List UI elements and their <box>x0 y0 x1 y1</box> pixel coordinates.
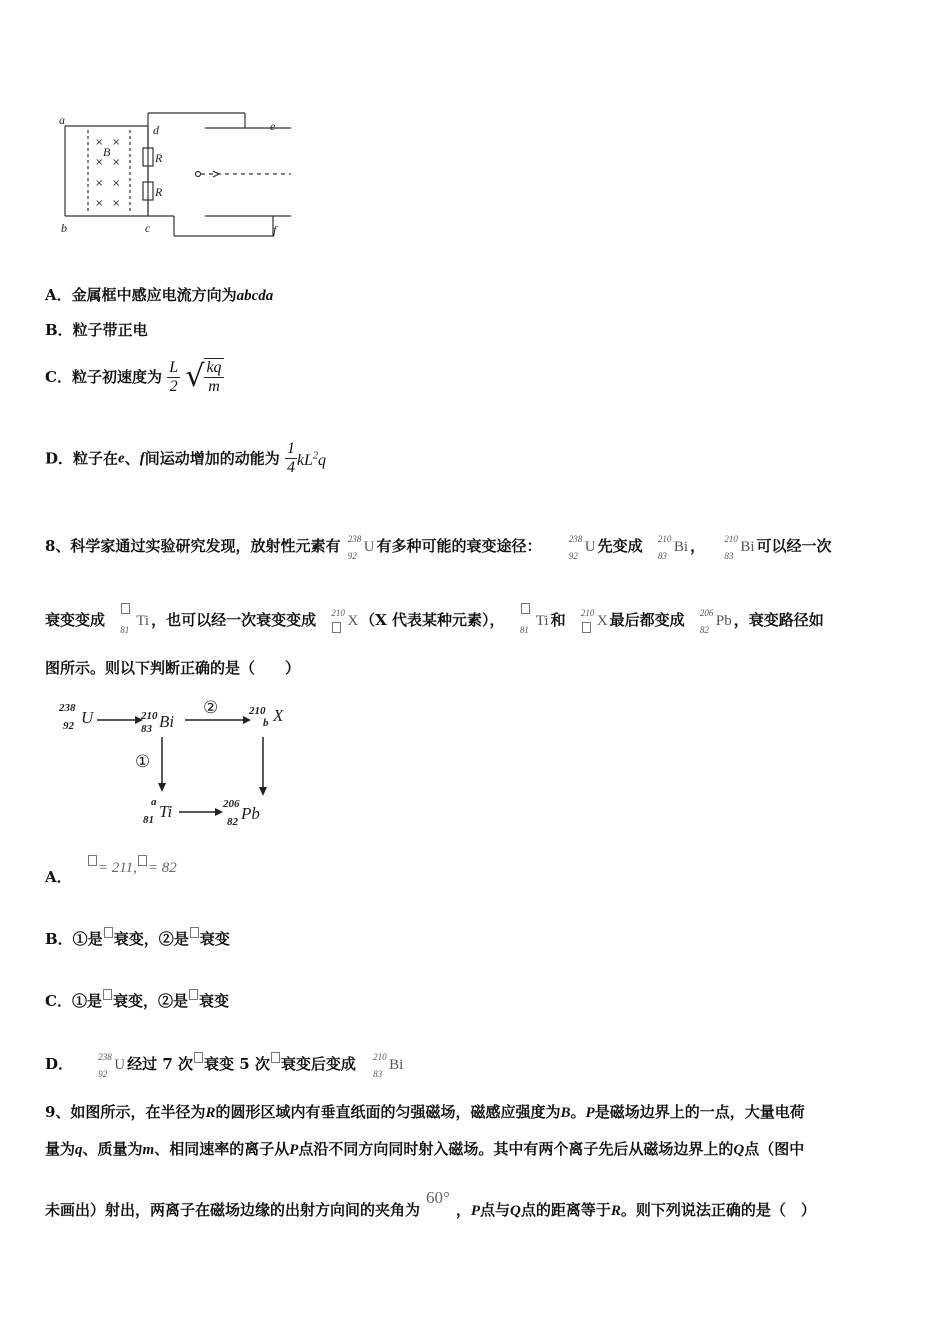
field-cross: × <box>95 157 104 168</box>
u-mass: 238 <box>59 702 76 714</box>
nuclide: 81 Ti <box>120 611 149 631</box>
q7-option-b: B．粒子带正电 <box>45 321 148 339</box>
decay-path-svg <box>55 695 295 830</box>
label-d: d <box>153 123 159 137</box>
field-cross: × <box>112 137 121 148</box>
x-mass: 210 <box>249 705 266 717</box>
q7-option-d: D．粒子在e、f间运动增加的动能为 $\frac{1}{4}$ $kL^2q$ <box>45 440 326 476</box>
fraction: $\frac{L}{2}$ <box>169 358 179 395</box>
label-a: a <box>59 113 65 127</box>
q8-option-d: D． 238 92 U 经过 7 次 衰变 5 次 衰变后变成 210 83 Bi <box>45 1052 404 1079</box>
q8-line-3: 图所示。则以下判断正确的是（ ） <box>45 659 301 677</box>
q8-line-1: 8、科学家通过实验研究发现，放射性元素有 238 92 U 有多种可能的衰变途径： 238 92 U 先变成 210 83 Bi ， 210 83 Bi 可以经一次 <box>45 534 832 561</box>
nuclide: 238 92 U <box>347 534 375 561</box>
angle-60: 60° <box>426 1188 450 1207</box>
label-R2: R <box>155 185 163 199</box>
nuclide: 210 83 Bi <box>724 534 755 561</box>
label-f: f <box>273 223 277 237</box>
nuclide: 210 83 Bi <box>373 1052 404 1079</box>
sqrt-content: $\frac{kq}{m}$ <box>206 359 222 395</box>
x-charge: b <box>263 717 269 729</box>
label-b: b <box>61 221 67 235</box>
bi-mass: 210 <box>141 710 158 722</box>
label-B: B <box>103 145 111 159</box>
pb-mass: 206 <box>223 798 240 810</box>
fraction: $\frac{1}{4}$ <box>286 440 295 476</box>
pb-symbol: Pb <box>241 804 260 823</box>
nuclide: 210 X <box>581 611 608 631</box>
u-symbol: U <box>81 708 94 727</box>
q7-option-a: A．金属框中感应电流方向为abcda <box>45 286 274 304</box>
step-1-label: ① <box>135 752 151 772</box>
nuclide: 210 X <box>331 611 358 631</box>
field-cross: × <box>112 178 121 189</box>
label-e: e <box>270 119 276 133</box>
sqrt: √ <box>185 359 205 394</box>
nuclide: 81 Ti <box>520 611 549 631</box>
bi-symbol: Bi <box>159 712 175 731</box>
q7-option-c: C．粒子初速度为 $\frac{L}{2}$ √ $\frac{kq}{m}$ <box>45 358 222 395</box>
ti-charge: 81 <box>143 814 154 826</box>
x-symbol: X <box>273 706 284 725</box>
q9-line-1: 9、如图所示，在半径为R的圆形区域内有垂直纸面的匀强磁场，磁感应强度为B。P是磁场边界上的一点，大量电荷 <box>45 1103 805 1121</box>
nuclide: 238 92 U <box>98 1052 126 1079</box>
decay-diagram <box>55 695 295 830</box>
q9-line-2: 量为q、质量为m、相同速率的离子从P点沿不同方向同时射入磁场。其中有两个离子先后从磁场边界上的Q点（图中 <box>45 1140 805 1158</box>
field-cross: × <box>95 137 104 148</box>
q8-option-c: C．①是 衰变，②是 衰变 <box>45 989 229 1011</box>
q8-option-b: B．①是 衰变，②是 衰变 <box>45 927 230 949</box>
bi-charge: 83 <box>141 723 152 735</box>
circuit-figure <box>55 110 305 245</box>
circuit-diagram <box>55 110 305 245</box>
nuclide: 238 92 U <box>568 534 596 561</box>
field-cross: × <box>95 198 104 209</box>
ti-mass: a <box>151 796 157 808</box>
step-2-label: ② <box>203 698 219 718</box>
q9-line-3: 未画出）射出，两离子在磁场边缘的出射方向间的夹角为60°，P点与Q点的距离等于R。则下列说法正确的是（ ） <box>45 1188 816 1219</box>
field-cross: × <box>112 157 121 168</box>
nuclide: 210 83 Bi <box>657 534 689 561</box>
label-R1: R <box>155 151 163 165</box>
label-c: c <box>145 221 151 235</box>
u-charge: 92 <box>63 720 74 732</box>
pb-charge: 82 <box>227 816 238 828</box>
nuclide: 206 82 Pb <box>699 608 732 635</box>
field-cross: × <box>95 178 104 189</box>
q8-option-a: A． = 211, = 82 <box>45 865 177 888</box>
field-cross: × <box>112 198 121 209</box>
ti-symbol: Ti <box>159 802 173 821</box>
q8-line-2: 衰变变成 81 Ti ，也可以经一次衰变变成 210 X （X 代表某种元素）， 81 Ti 和 210 X 最后都变成 206 82 Pb ，衰变路径如 <box>45 610 824 631</box>
